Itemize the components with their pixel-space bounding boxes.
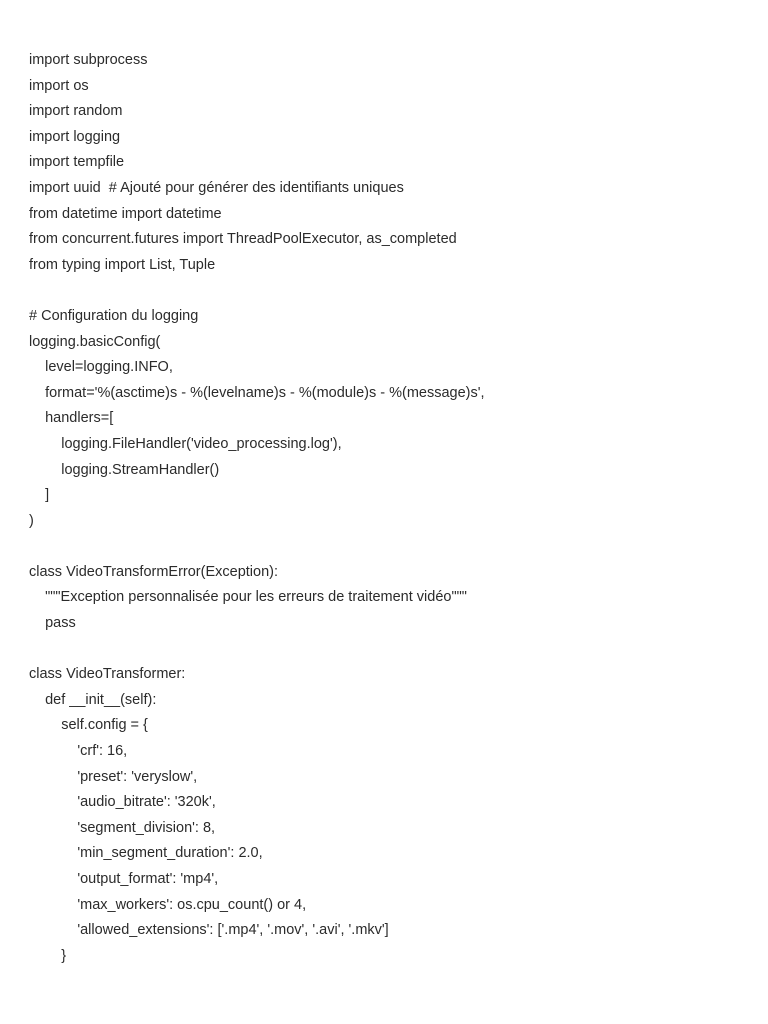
code-line: import uuid # Ajouté pour générer des identifiants uniques [29, 179, 404, 196]
code-line: handlers=[ [29, 410, 114, 427]
code-line: import subprocess [29, 52, 148, 68]
code-line: 'output_format': 'mp4', [29, 871, 219, 887]
code-line: logging.FileHandler('video_processing.log'), [29, 435, 342, 452]
code-line: logging.StreamHandler() [29, 461, 220, 478]
code-line: from typing import List, Tuple [29, 256, 216, 273]
code-line: class VideoTransformer: [29, 666, 186, 683]
blank-line [29, 534, 758, 560]
code-line: pass [29, 615, 76, 632]
blank-line [29, 637, 758, 663]
code-line: import os [29, 77, 89, 94]
code-line: format='%(asctime)s - %(levelname)s - %(module)s - %(message)s', [29, 384, 485, 401]
code-line: } [29, 947, 67, 964]
code-comment-line: # Configuration du logging [29, 307, 199, 324]
code-line: def __init__(self): [29, 691, 157, 708]
code-line: ) [29, 512, 34, 529]
code-line: import tempfile [29, 154, 125, 171]
code-line: 'segment_division': 8, [29, 819, 216, 836]
code-docstring-line: """Exception personnalisée pour les erreurs de traitement vidéo""" [29, 589, 467, 606]
code-line: 'allowed_extensions': ['.mp4', '.mov', '.avi', '.mkv'] [29, 922, 389, 939]
code-line: 'crf': 16, [29, 743, 128, 760]
code-line: import random [29, 103, 123, 120]
code-line: 'min_segment_duration': 2.0, [29, 845, 263, 862]
code-line: 'preset': 'veryslow', [29, 768, 198, 785]
blank-line [29, 278, 758, 304]
code-line: 'max_workers': os.cpu_count() or 4, [29, 896, 307, 913]
code-line: from concurrent.futures import ThreadPoolExecutor, as_completed [29, 231, 457, 248]
code-line: class VideoTransformError(Exception): [29, 563, 278, 580]
code-line: self.config = { [29, 717, 148, 734]
code-line: import logging [29, 128, 121, 145]
code-line: level=logging.INFO, [29, 359, 173, 376]
code-line: 'audio_bitrate': '320k', [29, 794, 216, 811]
code-document [29, 48, 758, 969]
code-line: ] [29, 487, 50, 504]
code-line: logging.basicConfig( [29, 333, 161, 350]
code-line: from datetime import datetime [29, 205, 222, 222]
